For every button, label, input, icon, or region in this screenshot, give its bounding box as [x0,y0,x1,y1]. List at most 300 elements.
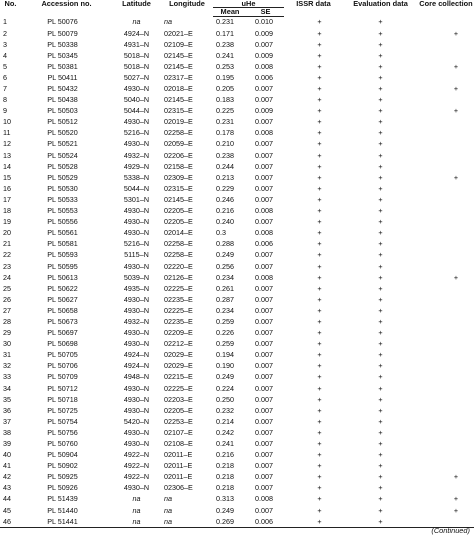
uhe-se: 0.007 [255,339,273,349]
accession-no: PL 50593 [47,250,78,260]
longitude: 02145–E [164,194,193,204]
longitude: 02158–E [164,161,193,171]
table-row [0,361,474,372]
latitude: 5115–N [124,250,149,260]
issr-mark: + [317,228,322,238]
longitude: 02235–E [164,316,193,326]
uhe-mean: 0.269 [213,516,247,528]
latitude: 5018–N [123,50,150,60]
accession-no: PL 50411 [47,72,78,82]
table-row [0,172,474,183]
uhe-mean: 0.226 [216,328,234,338]
table-row [0,84,474,95]
issr-mark: + [317,316,322,326]
uhe-mean: 0.194 [216,350,234,360]
accession-no: PL 50673 [47,316,78,326]
uhe-mean: 0.231 [216,17,234,27]
core-mark [418,483,474,494]
uhe-se: 0.007 [255,461,273,471]
longitude: 02225–E [164,305,193,315]
uhe-se: 0.007 [255,483,273,493]
header-accession: Accession no. [41,0,92,8]
core-mark [418,416,474,427]
accession-no: PL 50705 [47,350,78,360]
row-number: 14 [3,161,11,171]
core-mark [418,405,474,416]
row-number: 44 [3,494,11,504]
uhe-mean: 0.178 [216,128,234,138]
uhe-mean: 0.213 [216,172,234,182]
issr-mark: + [317,50,322,60]
accession-no: PL 50432 [47,84,78,93]
core-mark [418,117,474,128]
uhe-mean: 0.218 [216,483,234,493]
uhe-se: 0.007 [255,416,273,426]
longitude: 02011–E [164,461,193,471]
row-number: 40 [3,450,11,460]
table-row [0,317,474,328]
evaluation-mark: + [378,361,383,371]
evaluation-mark: + [378,72,383,82]
accession-no: PL 50345 [47,50,78,60]
core-mark [418,228,474,239]
row-number: 43 [3,483,11,493]
longitude: 02253–E [164,416,193,426]
row-number: 45 [3,505,11,515]
uhe-mean: 0.229 [216,183,234,193]
evaluation-mark: + [378,194,383,204]
uhe-se: 0.007 [255,217,273,227]
accession-no: PL 50528 [47,161,78,171]
header-uhe: uHe [213,0,284,8]
longitude: 02306–E [164,483,193,493]
accession-no: PL 50079 [47,28,78,38]
issr-mark: + [317,84,322,93]
core-mark [418,305,474,316]
issr-mark: + [317,305,322,315]
latitude: 5044–N [123,183,150,193]
core-mark [418,195,474,206]
accession-no: PL 50754 [47,416,78,426]
core-mark [418,50,474,61]
table-row [0,239,474,250]
table-row [0,39,474,50]
latitude: 5039–N [123,272,150,282]
longitude: na [164,505,172,515]
core-mark [418,217,474,228]
uhe-se: 0.008 [255,206,273,216]
table-row [0,250,474,261]
accession-no: PL 50338 [47,39,78,49]
core-mark [418,427,474,438]
issr-mark: + [317,461,322,471]
uhe-se: 0.007 [255,394,273,404]
uhe-se: 0.007 [255,350,273,360]
evaluation-mark: + [378,483,383,493]
core-mark [418,39,474,50]
row-number: 26 [3,294,11,304]
issr-mark: + [317,128,322,138]
row-number: 28 [3,316,11,326]
accession-no: PL 50613 [47,272,78,282]
evaluation-mark: + [378,416,383,426]
accession-no: PL 50581 [47,239,78,249]
issr-mark: + [317,505,322,515]
uhe-se: 0.006 [247,516,284,528]
longitude: 02109–E [164,39,193,49]
table-row [0,427,474,438]
core-mark [418,161,474,172]
latitude: 4930–N [123,305,150,315]
accession-no: PL 50709 [47,372,78,382]
issr-mark: + [317,17,322,27]
latitude: 4922–N [123,450,150,460]
uhe-se: 0.007 [255,250,273,260]
uhe-se: 0.007 [255,305,273,315]
core-mark: + [453,61,459,71]
evaluation-mark: + [378,117,383,127]
row-number: 34 [3,383,11,393]
latitude: 4930–N [123,84,150,93]
latitude: 4930–N [123,394,150,404]
uhe-se: 0.007 [255,283,273,293]
latitude: 4930–N [123,294,150,304]
issr-mark: + [317,106,322,116]
evaluation-mark: + [378,239,383,249]
issr-mark: + [317,217,322,227]
latitude: 5018–N [123,61,150,71]
uhe-se: 0.009 [255,106,273,116]
latitude: 4924–N [123,350,150,360]
accession-no: PL 50712 [47,383,78,393]
uhe-se: 0.007 [255,161,273,171]
uhe-se: 0.007 [255,472,273,482]
latitude: 4922–N [123,461,150,471]
uhe-mean: 0.205 [216,84,234,93]
evaluation-mark: + [378,294,383,304]
latitude: 4929–N [123,161,150,171]
accession-no: PL 50561 [47,228,78,238]
table-body [0,17,474,528]
core-mark: + [453,172,459,182]
uhe-se: 0.006 [255,239,273,249]
issr-mark: + [317,150,322,160]
uhe-mean: 0.241 [216,50,234,60]
accession-no: PL 50521 [47,139,78,149]
latitude: 4932–N [123,150,150,160]
longitude: 02126–E [164,272,193,282]
latitude: na [132,494,141,504]
table-row [0,106,474,117]
uhe-mean: 0.171 [216,28,234,38]
latitude: 5027–N [123,72,150,82]
evaluation-mark: + [378,450,383,460]
uhe-se: 0.008 [255,494,273,504]
longitude: 02315–E [164,183,193,193]
longitude: 02021–E [164,28,193,38]
issr-mark: + [317,361,322,371]
issr-mark: + [317,61,322,71]
table-row [0,272,474,283]
accession-no: PL 50381 [47,61,78,71]
latitude: 4924–N [123,361,150,371]
uhe-se: 0.010 [255,17,273,27]
uhe-mean: 0.244 [216,161,234,171]
uhe-se: 0.008 [255,272,273,282]
accession-no: PL 51440 [47,505,78,515]
uhe-se: 0.009 [255,50,273,60]
uhe-mean: 0.218 [216,472,234,482]
issr-mark: + [317,416,322,426]
accession-no: PL 50718 [47,394,78,404]
uhe-se: 0.008 [255,128,273,138]
evaluation-mark: + [378,139,383,149]
longitude: 02258–E [164,250,193,260]
core-mark [418,450,474,461]
row-number: 30 [3,339,11,349]
longitude: 02011–E [164,472,193,482]
uhe-se: 0.007 [255,372,273,382]
uhe-mean: 0.241 [216,439,234,448]
uhe-se: 0.007 [255,361,273,371]
row-number: 15 [3,172,11,182]
uhe-se: 0.008 [255,61,273,71]
core-mark [418,72,474,83]
accession-no: PL 50512 [47,117,78,127]
uhe-mean: 0.224 [216,383,234,393]
uhe-mean: 0.246 [216,194,234,204]
issr-mark: + [317,283,322,293]
row-number: 20 [3,228,11,238]
core-mark [418,372,474,383]
longitude: na [161,516,213,528]
uhe-mean: 0.216 [216,450,234,460]
table-row [0,61,474,72]
longitude: 02011–E [164,450,193,460]
uhe-se: 0.007 [255,150,273,160]
core-mark [418,250,474,261]
table-row [0,28,474,39]
issr-mark: + [317,194,322,204]
evaluation-mark: + [378,228,383,238]
uhe-mean: 0.259 [216,316,234,326]
table-row [0,161,474,172]
uhe-se: 0.007 [255,505,273,515]
table-row [0,150,474,161]
core-mark [418,206,474,217]
uhe-se: 0.007 [255,194,273,204]
issr-mark: + [284,516,343,528]
evaluation-mark: + [378,283,383,293]
longitude: 02225–E [164,283,193,293]
latitude: 5338–N [123,172,150,182]
uhe-se: 0.007 [255,439,273,448]
evaluation-mark: + [378,250,383,260]
issr-mark: + [317,483,322,493]
issr-mark: + [317,427,322,437]
issr-mark: + [317,172,322,182]
table-row [0,483,474,494]
row-number: 21 [3,239,11,249]
uhe-mean: 0.250 [216,394,234,404]
table-row [0,439,474,450]
accession-no: PL 50658 [47,305,78,315]
issr-mark: + [317,250,322,260]
row-number: 19 [3,217,11,227]
core-mark: + [453,494,459,504]
latitude: 5216–N [123,239,150,249]
row-number: 29 [3,328,11,338]
evaluation-mark: + [378,172,383,182]
latitude: 4935–N [123,283,150,293]
table-row [0,217,474,228]
header-core: Core collection [419,0,473,8]
accession-no: PL 50524 [47,150,78,160]
evaluation-mark: + [378,95,383,105]
row-number: 17 [3,194,11,204]
row-number: 2 [3,28,7,38]
core-mark [418,394,474,405]
evaluation-mark: + [378,217,383,227]
uhe-se: 0.007 [255,450,273,460]
latitude: 5040–N [123,95,150,105]
issr-mark: + [317,39,322,49]
uhe-se: 0.007 [255,84,273,93]
uhe-se: 0.009 [255,28,273,38]
latitude: 4930–N [123,383,150,393]
evaluation-mark: + [343,516,418,528]
table-row [0,494,474,505]
evaluation-mark: + [378,39,383,49]
uhe-mean: 0.249 [216,372,234,382]
latitude: 4930–N [123,206,150,216]
evaluation-mark: + [378,372,383,382]
evaluation-mark: + [378,339,383,349]
accession-no: PL 50556 [47,217,78,227]
row-number: 13 [3,150,11,160]
uhe-se: 0.007 [255,294,273,304]
evaluation-mark: + [378,128,383,138]
table-row [0,328,474,339]
uhe-mean: 0.218 [216,461,234,471]
core-mark [418,361,474,372]
accession-no: PL 51439 [47,494,78,504]
accession-no: PL 50533 [47,194,78,204]
row-number: 18 [3,206,11,216]
longitude: na [164,494,172,504]
uhe-mean: 0.234 [216,305,234,315]
evaluation-mark: + [378,28,383,38]
latitude: 4930–N [123,328,150,338]
issr-mark: + [317,350,322,360]
uhe-mean: 0.190 [216,361,234,371]
longitude: 02206–E [164,150,193,160]
table-row [0,416,474,427]
issr-mark: + [317,294,322,304]
issr-mark: + [317,161,322,171]
longitude: 02029–E [164,361,193,371]
uhe-se: 0.007 [255,427,273,437]
table-row [0,261,474,272]
core-mark [418,17,474,29]
evaluation-mark: + [378,161,383,171]
uhe-se: 0.008 [255,228,273,238]
core-mark [418,261,474,272]
latitude: 4948–N [123,372,150,382]
longitude: 02209–E [164,328,193,338]
latitude: 4930–N [123,217,150,227]
longitude: 02205–E [164,206,193,216]
latitude: na [132,505,141,515]
uhe-mean: 0.256 [216,261,234,271]
longitude: 02145–E [164,61,193,71]
row-number: 9 [3,106,7,116]
accession-no: PL 50627 [47,294,78,304]
table-row [0,394,474,405]
row-number: 36 [3,405,11,415]
row-number: 11 [3,128,11,138]
accession-no: PL 50926 [47,483,78,493]
issr-mark: + [317,206,322,216]
table-row [0,383,474,394]
issr-mark: + [317,405,322,415]
latitude: 4922–N [123,472,150,482]
row-number: 22 [3,250,11,260]
uhe-mean: 0.259 [216,339,234,349]
uhe-mean: 0.238 [216,150,234,160]
longitude: 02315–E [164,106,193,116]
uhe-mean: 0.287 [216,294,234,304]
header-se: SE [247,8,284,17]
evaluation-mark: + [378,505,383,515]
uhe-se: 0.007 [255,117,273,127]
issr-mark: + [317,95,322,105]
latitude: 4930–N [123,339,150,349]
table-row [0,117,474,128]
core-mark [418,95,474,106]
accession-no: PL 50698 [47,339,78,349]
latitude: 4930–N [123,483,150,493]
row-number: 6 [3,72,7,82]
evaluation-mark: + [378,405,383,415]
accession-no: PL 50925 [47,472,78,482]
table-row [0,17,474,29]
row-number: 24 [3,272,11,282]
uhe-se: 0.007 [255,95,273,105]
core-mark: + [453,28,459,38]
table-row [0,294,474,305]
core-mark: + [453,84,459,93]
uhe-mean: 0.249 [216,250,234,260]
longitude: 02203–E [164,394,193,404]
evaluation-mark: + [378,150,383,160]
issr-mark: + [317,494,322,504]
uhe-se: 0.006 [255,72,273,82]
uhe-se: 0.007 [255,383,273,393]
core-mark [418,150,474,161]
accession-no: PL 50697 [47,328,78,338]
evaluation-mark: + [378,316,383,326]
uhe-mean: 0.240 [216,217,234,227]
evaluation-mark: + [378,61,383,71]
evaluation-mark: + [378,84,383,93]
evaluation-mark: + [378,305,383,315]
accession-no: PL 50503 [47,106,78,116]
accession-no: PL 50520 [47,128,78,138]
evaluation-mark: + [378,439,383,448]
uhe-mean: 0.231 [216,117,234,127]
table-row [0,50,474,61]
